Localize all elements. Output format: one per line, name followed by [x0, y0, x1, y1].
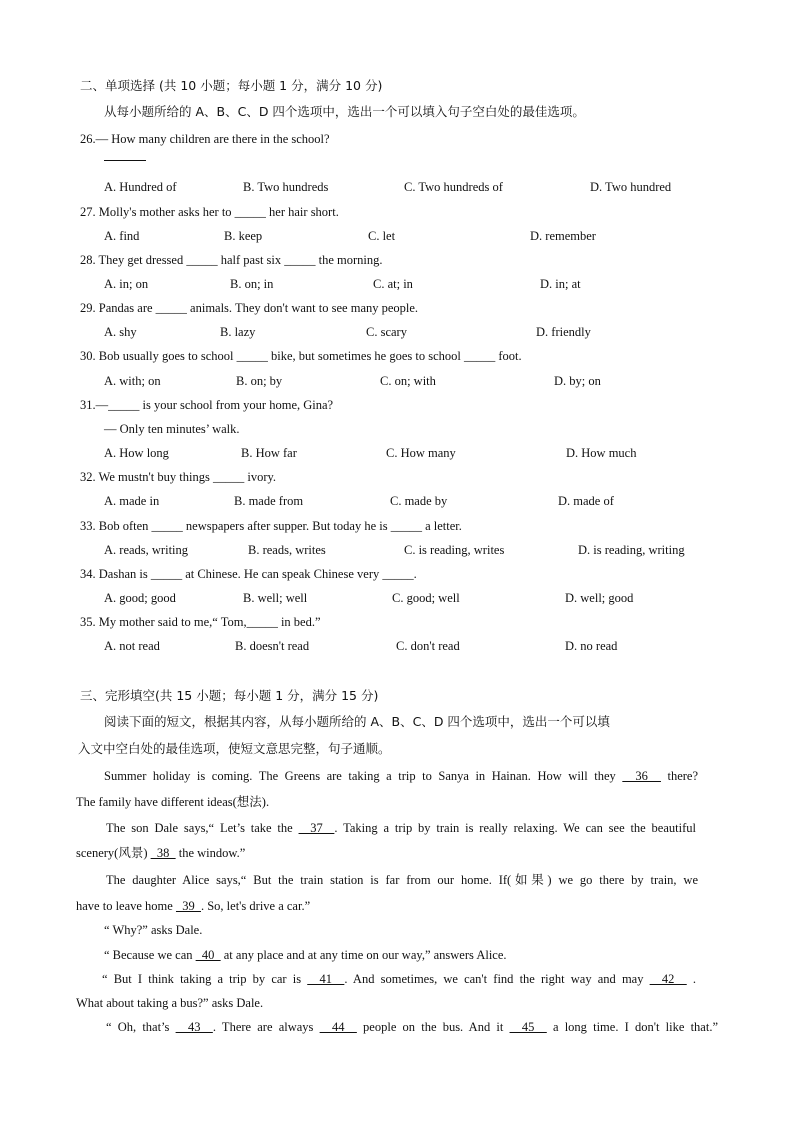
q30-option-a: A. with; on: [104, 374, 161, 388]
q32-option-d: D. made of: [558, 494, 614, 508]
q27-option-c: C. let: [368, 229, 396, 243]
q26-option-b: B. Two hundreds: [243, 180, 329, 194]
blank-40: 40: [195, 948, 221, 962]
q30-option-c: C. on; with: [380, 374, 436, 388]
q31-option-b: B. How far: [241, 446, 297, 460]
section-2-title: 二、单项选择 (共 10 小题；每小题 1 分，满分 10 分): [80, 78, 383, 93]
passage-line-1: Summer holiday is coming. The Greens are taking a trip to Sanya in Hainan. How will they 36 there?: [104, 769, 699, 783]
q32-option-a: A. made in: [104, 494, 160, 508]
blank-38: 38: [150, 846, 176, 860]
question-26-stem: 26.— How many children are there in the school?: [80, 132, 330, 146]
q34-option-d: D. well; good: [565, 591, 634, 605]
passage-line-8: “ Because we can 40 at any place and at any time on our way,” answers Alice.: [104, 948, 507, 962]
passage-line-2: The family have different ideas(想法).: [76, 795, 270, 809]
question-29-stem: 29. Pandas are _____ animals. They don't want to see many people.: [80, 301, 419, 315]
passage-line-3: The son Dale says,“ Let’s take the 37 . Taking a trip by train is really relaxing. We can see the beautiful: [106, 821, 696, 835]
passage-line-10: What about taking a bus?” asks Dale.: [76, 996, 264, 1010]
passage-line-5: The daughter Alice says,“ But the train station is far from our home. If(如果) we go there by train, we: [106, 873, 698, 887]
q31-option-d: D. How much: [566, 446, 637, 460]
passage-line-7: “ Why?” asks Dale.: [104, 923, 203, 937]
q34-option-b: B. well; well: [243, 591, 308, 605]
q26-option-d: D. Two hundred: [590, 180, 672, 194]
section-2-instruction: 从每小题所给的 A、B、C、D 四个选项中，选出一个可以填入句子空白处的最佳选项。: [104, 104, 585, 119]
q33-option-d: D. is reading, writing: [578, 543, 685, 557]
q29-option-d: D. friendly: [536, 325, 591, 339]
question-33-stem: 33. Bob often _____ newspapers after supper. But today he is _____ a letter.: [80, 519, 462, 533]
q31-option-c: C. How many: [386, 446, 456, 460]
question-30-stem: 30. Bob usually goes to school _____ bike, but sometimes he goes to school _____ foot.: [80, 349, 522, 363]
blank-36: 36: [622, 769, 661, 783]
q35-option-a: A. not read: [104, 639, 160, 653]
blank-41: 41: [307, 972, 345, 986]
section-3-instruction-line-1: 阅读下面的短文，根据其内容，从每小题所给的 A、B、C、D 四个选项中，选出一个可以填: [104, 714, 610, 729]
blank-43: 43: [175, 1020, 213, 1034]
question-35-stem: 35. My mother said to me,“ Tom,_____ in bed.”: [80, 615, 321, 629]
q28-option-b: B. on; in: [230, 277, 274, 291]
q29-option-b: B. lazy: [220, 325, 256, 339]
blank-39: 39: [175, 899, 201, 913]
passage-line-4: scenery(风景) 38 the window.”: [76, 846, 246, 860]
q26-option-a: A. Hundred of: [104, 180, 177, 194]
passage-line-9: “ But I think taking a trip by car is 41 . And sometimes, we can't find the right way and may 42 .: [102, 972, 697, 986]
q27-option-a: A. find: [104, 229, 140, 243]
q31-option-a: A. How long: [104, 446, 169, 460]
question-31-response: — Only ten minutes’ walk.: [104, 422, 240, 436]
q28-option-a: A. in; on: [104, 277, 149, 291]
question-27-stem: 27. Molly's mother asks her to _____ her hair short.: [80, 205, 339, 219]
q33-option-c: C. is reading, writes: [404, 543, 505, 557]
q32-option-c: C. made by: [390, 494, 448, 508]
passage-line-6: have to leave home 39 . So, let's drive a car.”: [76, 899, 311, 913]
question-34-stem: 34. Dashan is _____ at Chinese. He can speak Chinese very _____.: [80, 567, 417, 581]
answer-blank: [104, 160, 146, 161]
q30-option-b: B. on; by: [236, 374, 283, 388]
q34-option-a: A. good; good: [104, 591, 176, 605]
blank-37: 37: [298, 821, 335, 835]
blank-42: 42: [649, 972, 687, 986]
q35-option-c: C. don't read: [396, 639, 460, 653]
q28-option-d: D. in; at: [540, 277, 581, 291]
blank-44: 44: [319, 1020, 357, 1034]
q33-option-a: A. reads, writing: [104, 543, 189, 557]
q28-option-c: C. at; in: [373, 277, 413, 291]
q34-option-c: C. good; well: [392, 591, 460, 605]
q27-option-d: D. remember: [530, 229, 596, 243]
q29-option-a: A. shy: [104, 325, 137, 339]
blank-45: 45: [509, 1020, 547, 1034]
q26-option-c: C. Two hundreds of: [404, 180, 503, 194]
passage-line-11: “ Oh, that’s 43 . There are always 44 people on the bus. And it 45 a long time. I don't like that.”: [106, 1020, 718, 1034]
q30-option-d: D. by; on: [554, 374, 601, 388]
section-3-instruction-line-2: 入文中空白处的最佳选项，使短文意思完整，句子通顺。: [78, 741, 391, 756]
q35-option-d: D. no read: [565, 639, 618, 653]
q35-option-b: B. doesn't read: [235, 639, 310, 653]
q29-option-c: C. scary: [366, 325, 407, 339]
question-31-stem: 31.—_____ is your school from your home, Gina?: [80, 398, 334, 412]
q33-option-b: B. reads, writes: [248, 543, 326, 557]
q27-option-b: B. keep: [224, 229, 263, 243]
q32-option-b: B. made from: [234, 494, 304, 508]
question-32-stem: 32. We mustn't buy things _____ ivory.: [80, 470, 277, 484]
section-3-title: 三、完形填空(共 15 小题；每小题 1 分，满分 15 分): [80, 688, 379, 703]
question-28-stem: 28. They get dressed _____ half past six _____ the morning.: [80, 253, 383, 267]
